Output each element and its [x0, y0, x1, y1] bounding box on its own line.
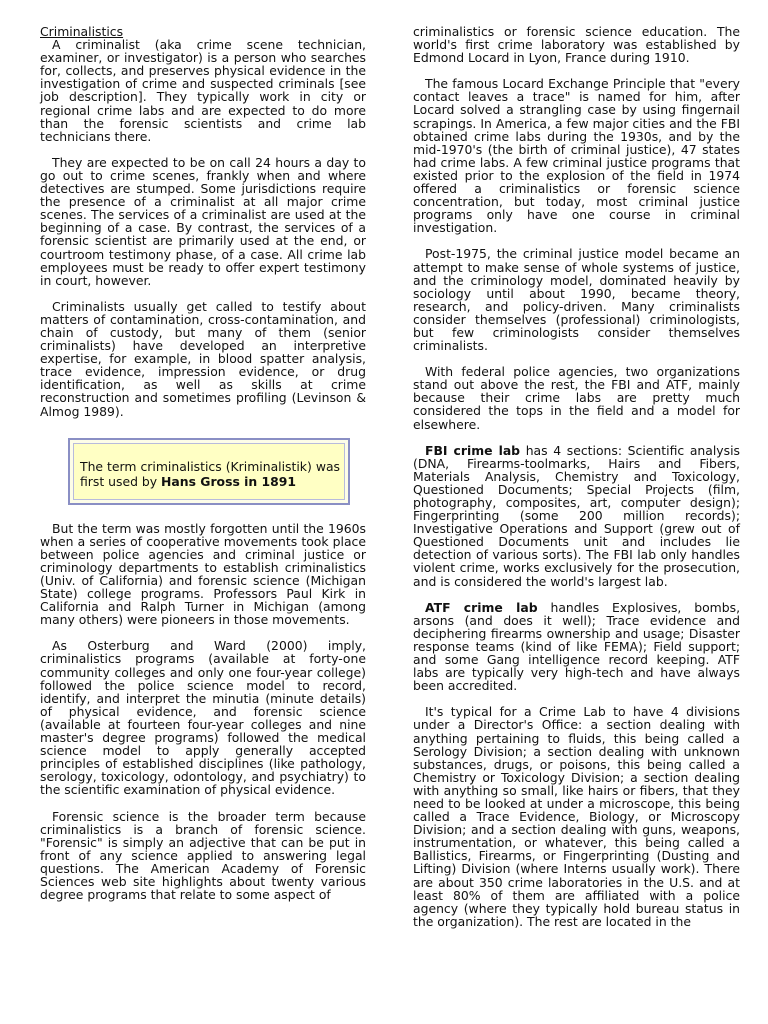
atf-paragraph	[413, 601, 740, 693]
paragraph: But the term was mostly forgotten until the 1960s when a series of cooperative movements took place between police agencies and criminal justice or criminology departments to establish criminalistics (Univ. of California) and forensic science (Michigan State) college programs. Professors Paul Kirk in California and Ralph Turner in Michigan (among many others) were pioneers in those movements.	[40, 520, 366, 628]
page-heading: Criminalistics	[40, 24, 124, 39]
callout-content	[73, 443, 345, 500]
left-column	[40, 25, 366, 914]
atf-text: handles Explosives, bombs, arsons (and does it well); Trace evidence and deciphering firearms ownership and usage; Disaster response teams (kind of like FEMA); Field support; and some Gang intelligence record keeping. ATF labs are typically very high-tech and have always been accredited.	[413, 599, 741, 694]
paragraph: It's typical for a Crime Lab to have 4 divisions under a Director's Office: a section dealing with anything pertaining to fluids, this being called a Serology Division; a section dealing with unknown substances, drugs, or poisons, this being called a Chemistry or Toxicology Division; a section dealing with anything so small, like hairs or fibers, that they need to be looked at under a microscope, this being called a Trace Evidence, Biology, or Microscopy Division; and a section dealing with guns, weapons, instrumentation, or whatever, this being called a Ballistics, Firearms, or Fingerprinting (Dusting and Lifting) Division (where Interns usually work). There are about 350 crime laboratories in the U.S. and at least 80% of them are affiliated with a police agency (where they typically hold bureau status in the organization). The rest are located in the	[413, 704, 740, 929]
paragraph: The famous Locard Exchange Principle that "every contact leaves a trace" is named for him, after Locard solved a strangling case by using fingernail scrapings. In America, a few major cities and the FBI obtained crime labs during the 1930s, and by the mid-1970's (the birth of criminal justice), 47 states had crime labs. A few criminal justice programs that existed prior to the explosion of the field in 1974 offered a criminalistics or forensic science concentration, but today, most criminal justice programs only have one course in criminal investigation.	[413, 76, 740, 236]
paragraph: They are expected to be on call 24 hours a day to go out to crime scenes, frankly when and where detectives are stumped. Some jurisdictions require the presence of a criminalist at all major crime scenes. The services of a criminalist are used at the beginning of a case. By contrast, the services of a forensic scientist are primarily used at the end, or courtroom testimony phase, of a case. All crime lab employees must be ready to offer expert testimony in court, however.	[40, 154, 366, 288]
paragraph-continued: criminalistics or forensic science education. The world's first crime laboratory was established by Edmond Locard in Lyon, France during 1910.	[413, 24, 740, 66]
paragraph: Post-1975, the criminal justice model became an attempt to make sense of whole systems of justice, and the criminology model, dominated heavily by sociology until about 1990, became theory, research, and policy-driven. Many criminalists consider themselves (professional) criminologists, but few criminologists consider themselves criminalists.	[413, 246, 740, 354]
paragraph: Criminalists usually get called to testify about matters of contamination, cross-contamination, and chain of custody, but many of them (senior criminalists) have developed an interpretive expertise, for example, in blood spatter analysis, trace evidence, impression evidence, or drug identification, as well as skills at crime reconstruction and sometimes profiling (Levinson & Almog 1989).	[40, 298, 366, 419]
callout-box	[68, 438, 350, 505]
fbi-lead: FBI crime lab	[425, 442, 521, 458]
callout-text: The term criminalistics (Kriminalistik) was first used by	[80, 458, 340, 489]
paragraph: As Osterburg and Ward (2000) imply, criminalistics programs (available at forty-one community colleges and only one four-year college) followed the police science model to record, identify, and interpret the minutia (minute details) of physical evidence, and forensic science (available at fourteen four-year colleges and nine master's degree programs) followed the medical science model to apply generally accepted principles of established disciplines (like pathology, serology, toxicology, odontology, and psychiatry) to the scientific examination of physical evidence.	[40, 638, 366, 798]
right-column	[413, 25, 740, 941]
atf-lead: ATF crime lab	[425, 599, 538, 615]
paragraph: A criminalist (aka crime scene technician, examiner, or investigator) is a person who searches for, collects, and preserves physical evidence in the investigation of crime and suspected criminals [see job description]. They typically work in city or regional crime labs and are expected to do more than the forensic scientists and crime lab technicians there.	[40, 37, 366, 144]
paragraph: With federal police agencies, two organizations stand out above the rest, the FBI and ATF, mainly because their crime labs are pretty much considered the tops in the field and a model for elsewhere.	[413, 364, 740, 432]
paragraph: Forensic science is the broader term because criminalistics is a branch of forensic science. "Forensic" is simply an adjective that can be put in front of any science applied to answering legal questions. The American Academy of Forensic Sciences web site highlights about twenty various degree programs that relate to some aspect of	[40, 808, 366, 903]
fbi-text: has 4 sections: Scientific analysis (DNA, Firearms-toolmarks, Hairs and Fibers, Materials Analysis, Chemistry and Toxicology, Questioned Documents; Special Projects (film, photography, composites, art, computer design); Fingerprinting (some 200 million records); Investigative Operations and Support (grew out of Questioned Documents unit and includes lie detection of various sorts). The FBI lab only handles violent crime, works exclusively for the prosecution, and is considered the world's largest lab.	[413, 442, 740, 589]
callout-bold: Hans Gross in 1891	[161, 473, 296, 489]
fbi-paragraph	[413, 444, 740, 588]
